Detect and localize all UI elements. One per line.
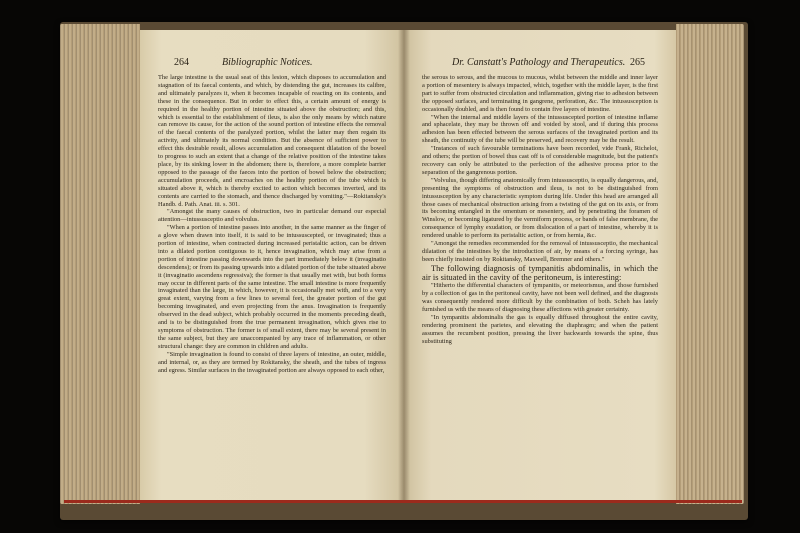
right-page-body — [422, 74, 658, 345]
right-paragraph-5: "Amongst the remedies recommended for the removal of intussusceptio, the mechanical dilatation of the intestines by the introduction of air, by means of a forcing syringe, has been chiefly insisted on by Rokitansky, Maxwell, Bremner and others." — [422, 240, 658, 263]
left-paragraph-4: "Simple invagination is found to consist of three layers of intestine, an outer, middle, and internal, or, as they are termed by Rokitansky, the sheath, and the tubes of ingress and egress. Similar surfaces in the invaginated portion are always opposed to each other, — [158, 350, 386, 374]
red-page-edge — [64, 500, 742, 503]
left-paragraph-2: "Amongst the many causes of obstruction, two in particular demand our especial attention—intussusceptio and volvulus. — [158, 208, 386, 224]
right-paragraph-6: "Hitherto the differential characters of tympanitis, or meteorismus, and those furnished by a collection of gas in the peritoneal cavity, have not been well defined, and the diagnosis was consequently rendered more difficult by the combination of both. Scheh has lately furnished us with the means of diagnosing these affections with greater certainty. — [422, 282, 658, 313]
book-gutter — [398, 30, 410, 500]
right-page-number: 265 — [630, 57, 645, 68]
right-paragraph-7: "In tympanitis abdominalis the gas is equally diffused throughout the entire cavity, rendering prominent the parietes, and elevating the diaphragm; and when the patient assumes the recumbent position, pressing the liver backwards towards the spine, thus substituting — [422, 313, 658, 345]
right-running-title: Dr. Canstatt's Pathology and Therapeutics. — [452, 57, 626, 68]
left-page-body — [158, 74, 386, 374]
right-page-edges — [676, 24, 744, 504]
left-paragraph-3: "When a portion of intestine passes into another, in the same manner as the finger of a glove when drawn into itself, it is said to be intussuscepted, or invaginated; thus a portion of intestine, when contracted during increased peristaltic action, can be driven into a dilated portion contiguous to it, hence invagination, which may arise from a portion of intestine passing downwards into the part immediately below it (invaginatio descendens); or from its passing upwards into a dilated portion of the tube situated above it (invaginatio ascendens regressiva); the former is that usually met with, but both forms may occur in different parts of the same intestine. The small intestine is more frequently invaginated than the large, in which, however, it is occasionally met with, and to a very great extent, varying from a few lines to several feet, the greater portion of the gut becoming invaginated, and even projecting from the anus. Invagination is frequently observed in the dead subject, which probably occurred in the moments preceding death, and is to be distinguished from the true permanent invagination, which gives rise to symptoms of obstruction. The former is of small extent, there may be several present in the same subject, but they are unaccompanied by any trace of inflammation, or other structural change: they are common in children and adults. — [158, 224, 386, 350]
right-paragraph-3: "Instances of such favourable terminations have been recorded, vide Frank, Richelot, and others; the portion of bowel thus cast off is of considerable magnitude, but the patient's recovery can only be attributed to the perfection of the adhesive process prior to the separation of the gangrenous portion. — [422, 145, 658, 176]
right-page — [404, 30, 676, 500]
right-paragraph-4: "Volvulus, though differing anatomically from intussusceptio, is equally dangerous, and, presenting the symptoms of obstruction and ileus, is not to be distinguished from intussusception by any characteristic symptom during life. Under this head are arranged all those cases of mechanical obstruction arising from a twisting of the gut on its axis, or from its becoming entangled in the omentum or mesentery, and by penetrating the foramen of Winslow, or becoming ligatured by the vermiform process, or bands of false membrane, the consequence of lymphy exudation, or from dislocation of a part of intestine, whereby it is rendered unable to perform its peristaltic action, or from hernia, &c. — [422, 176, 658, 240]
left-page — [140, 30, 404, 500]
left-paragraph-1: The large intestine is the usual seat of this lesion, which disposes to accumulation and stagnation of its faecal contents, and which, by distending the gut, increases its calibre, and ultimately paralyzes it, when it becomes incapable of reacting on its contents, and these in the consequence. But in order to effect this, a certain amount of energy is required in the healthy portion of intestine situated above the obstruction; and this, which is essential to the establishment of ileus, is also the only means by which nature can remove its cause, for the action of the sound portion of intestine effects the removal of the faecal contents of the paralyzed portion, whilst the latter may then regain its activity, and ultimately its normal condition. But the absence of sufficient power to effect this desirable result, allows accumulation and consequent dilatation of the bowel to progress to such an extent that a change of the relative position of the intestine takes place, by its sinking lower in the abdomen; there is, therefore, a more complete barrier opposed to the passage of the faeces into the portion of bowel below the obstruction; accumulation proceeds, and encroaches on the healthy portion of the tube which is situated above it, which is thereby excited to action which becomes inverted, and its contents are carried to the stomach, and thence discharged by vomiting."—Rokitansky's Handb. d. Path. Anat. iii. s. 301. — [158, 74, 386, 208]
right-lead-paragraph: The following diagnosis of tympanitis abdominalis, in which the air is situated in the cavity of the peritoneum, is interesting: — [422, 263, 658, 282]
left-page-edges — [60, 24, 140, 504]
right-paragraph-2: "When the internal and middle layers of the intussuscepted portion of intestine inflame and sphacelate, they may be thrown off and voided by stool, and if during this process adhesion has been effected between the serous surfaces of the invaginated portion and its sheath, the continuity of the tube will be preserved, and recovery may be the result. — [422, 113, 658, 145]
right-paragraph-1: the serous to serous, and the mucous to mucous, whilst between the middle and inner layer a portion of mesentery is always impacted, which, together with the middle layer, is the first part to suffer from obstructed circulation and inflammation, giving rise to adhesion between the opposed surfaces, and terminating in gangrene, perforation, &c. The intussusception is occasionally doubled, and is then found to contain five layers of intestine. — [422, 74, 658, 113]
left-page-number: 264 — [174, 57, 189, 68]
left-running-title: Bibliographic Notices. — [222, 57, 313, 68]
